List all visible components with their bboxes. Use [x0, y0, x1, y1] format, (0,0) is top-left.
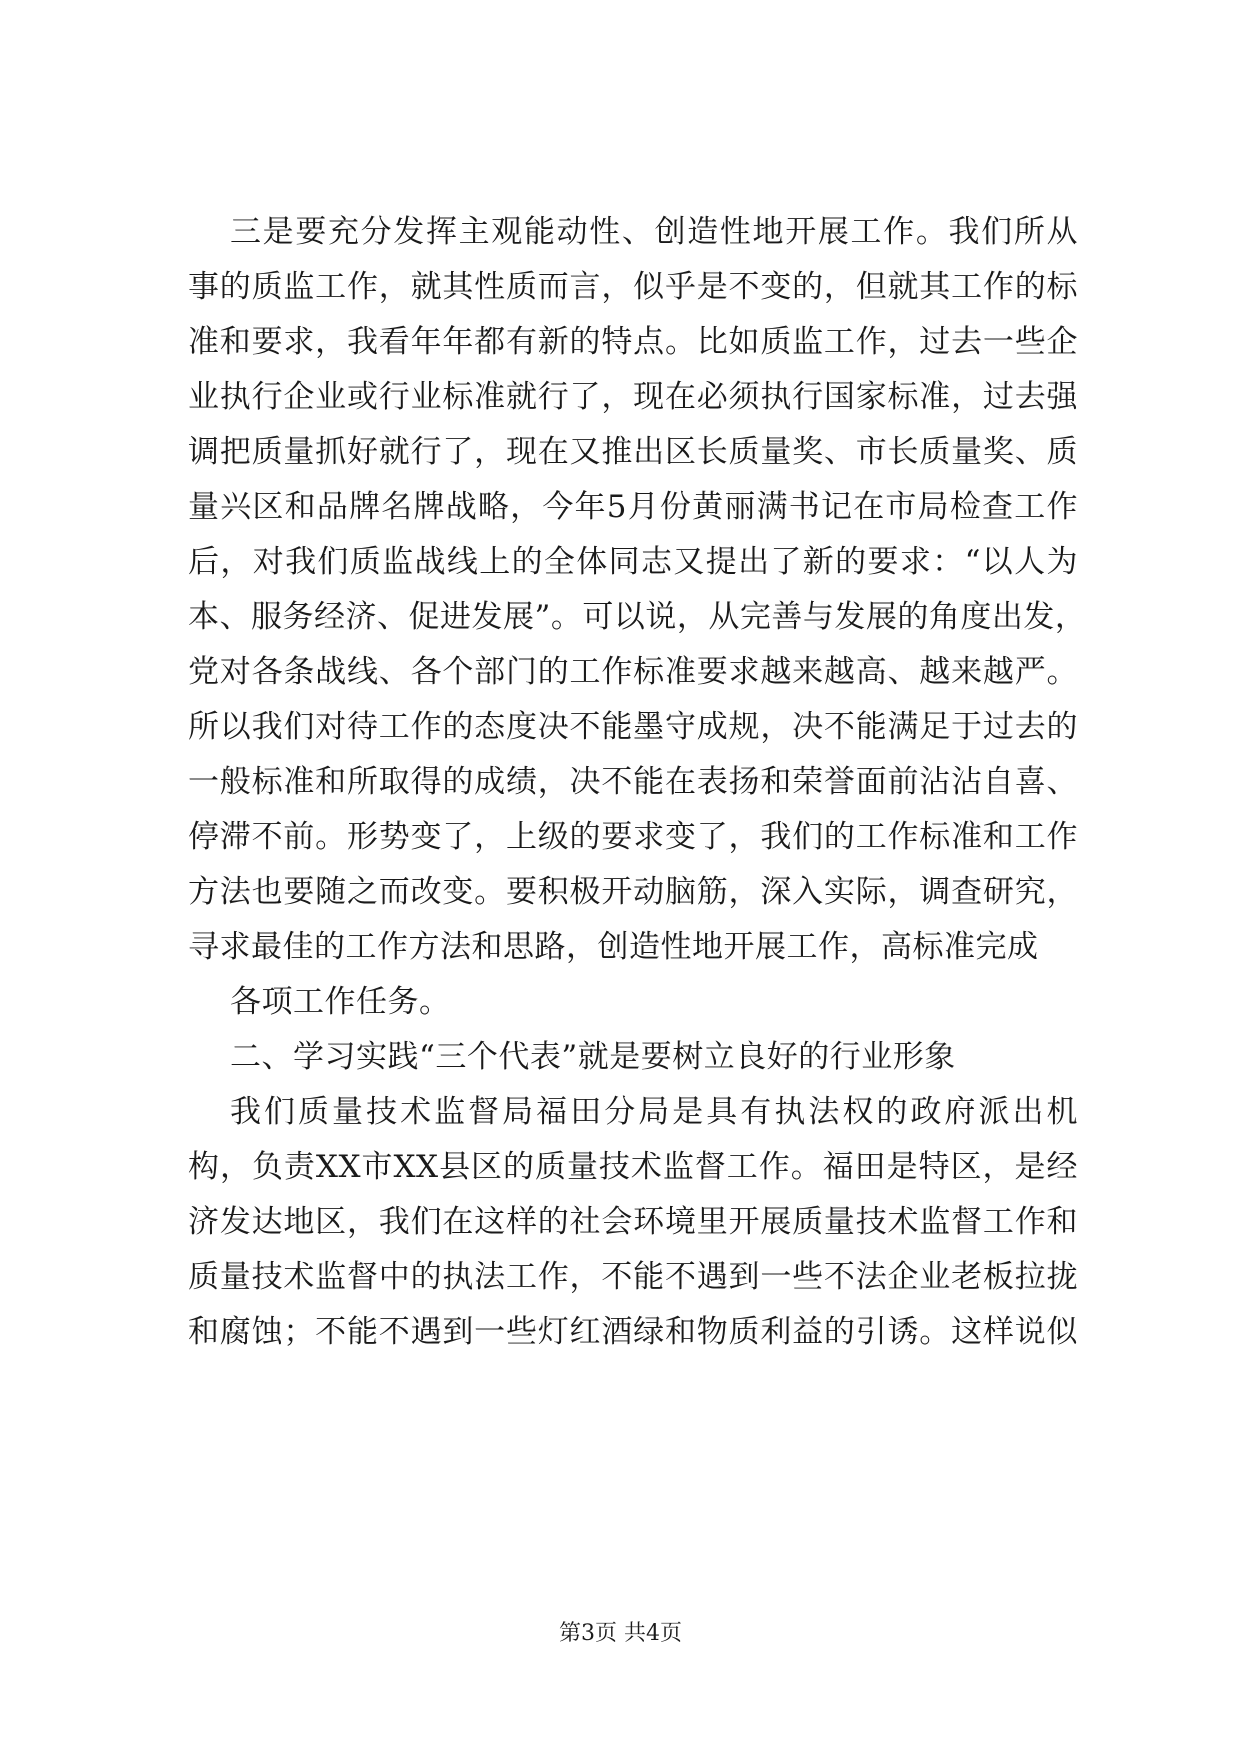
paragraph-line: 各项工作任务。	[230, 984, 451, 1020]
paragraph-line: 方法也要随之而改变。要积极开动脑筋，深入实际，调查研究，	[188, 874, 1078, 910]
paragraph-line: 业执行企业或行业标准就行了，现在必须执行国家标准，过去强	[188, 379, 1078, 415]
paragraph-line: 和腐蚀；不能不遇到一些灯红酒绿和物质利益的引诱。这样说似	[188, 1314, 1078, 1350]
paragraph-line: 停滞不前。形势变了，上级的要求变了，我们的工作标准和工作	[188, 819, 1078, 855]
paragraph-line: 寻求最佳的工作方法和思路，创造性地开展工作，高标准完成	[188, 929, 1039, 965]
paragraph-line: 济发达地区，我们在这样的社会环境里开展质量技术监督工作和	[188, 1204, 1078, 1240]
section-heading: 二、学习实践“三个代表”就是要树立良好的行业形象	[230, 1039, 956, 1075]
paragraph-line: 我们质量技术监督局福田分局是具有执法权的政府派出机	[230, 1094, 1078, 1130]
paragraph-line: 质量技术监督中的执法工作，不能不遇到一些不法企业老板拉拢	[188, 1259, 1078, 1295]
paragraph-line: 党对各条战线、各个部门的工作标准要求越来越高、越来越严。	[188, 654, 1078, 690]
paragraph-line: 准和要求，我看年年都有新的特点。比如质监工作，过去一些企	[188, 324, 1078, 360]
paragraph-line: 构，负责XX市XX县区的质量技术监督工作。福田是特区，是经	[188, 1149, 1078, 1185]
paragraph-line: 本、服务经济、促进发展”。可以说，从完善与发展的角度出发，	[188, 599, 1087, 635]
paragraph-line: 所以我们对待工作的态度决不能墨守成规，决不能满足于过去的	[188, 709, 1078, 745]
page-number: 第3页 共4页	[559, 1621, 682, 1646]
paragraph-line: 后，对我们质监战线上的全体同志又提出了新的要求：“以人为	[188, 544, 1078, 580]
paragraph-line: 三是要充分发挥主观能动性、创造性地开展工作。我们所从	[230, 214, 1078, 250]
paragraph-line: 量兴区和品牌名牌战略，今年5月份黄丽满书记在市局检查工作	[188, 489, 1078, 525]
paragraph-line: 调把质量抓好就行了，现在又推出区长质量奖、市长质量奖、质	[188, 434, 1078, 470]
paragraph-line: 一般标准和所取得的成绩，决不能在表扬和荣誉面前沾沾自喜、	[188, 764, 1078, 800]
paragraph-line: 事的质监工作，就其性质而言，似乎是不变的，但就其工作的标	[188, 269, 1078, 305]
